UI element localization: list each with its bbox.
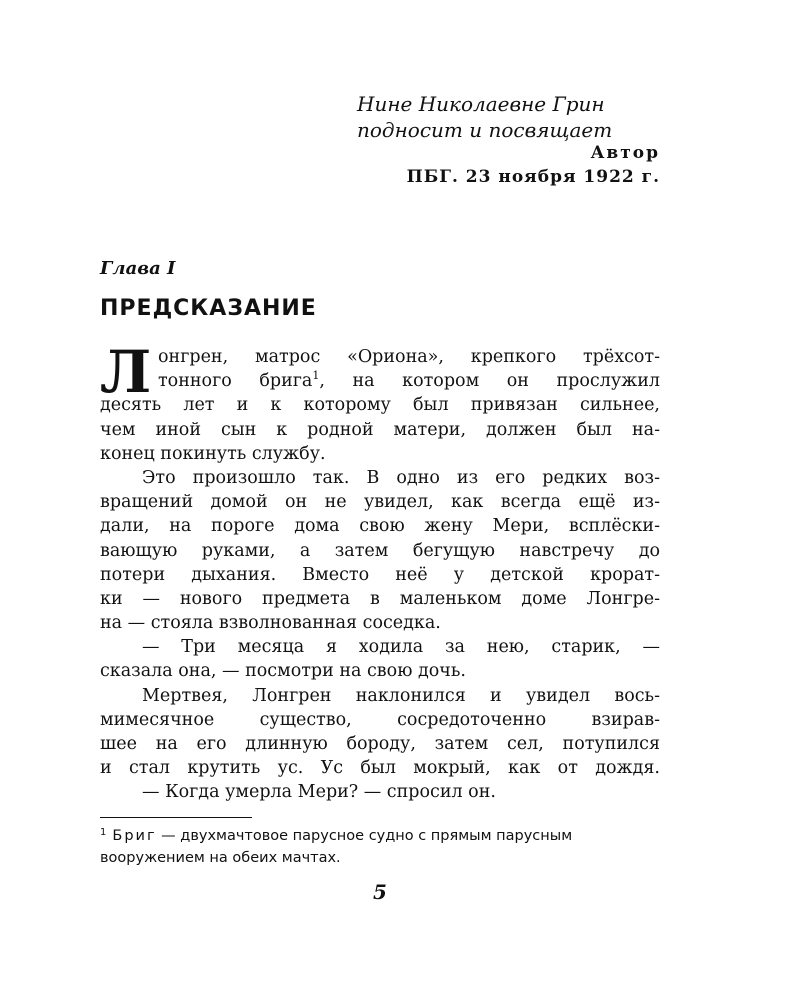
text-line: вращений домой он не увидел, как всегда ещё из-: [100, 492, 660, 513]
text-line: шее на его длинную бороду, затем сел, потупился: [100, 734, 660, 754]
footnote-ref[interactable]: 1: [312, 369, 320, 383]
body-text: [100, 338, 660, 805]
text-fragment: , на котором он прослужил: [319, 371, 660, 392]
text-line: потери дыхания. Вместо неё у детской крорат-: [100, 564, 660, 585]
drop-cap: Л: [100, 338, 152, 406]
footnote-divider: [100, 817, 252, 818]
dedication-date: ПБГ. 23 ноября 1922 г.: [406, 167, 660, 187]
text-line: — Когда умерла Мери? — спросил он.: [142, 782, 496, 803]
text-line: и стал крутить ус. Ус был мокрый, как от дождя.: [100, 758, 660, 779]
text-line: на — стояла взволнованная соседка.: [100, 613, 441, 634]
page-number: 5: [373, 880, 387, 904]
footnote: [100, 826, 665, 868]
dedication-line-2: подносит и посвящает: [357, 118, 613, 142]
text-line: онгрен, матрос «Ориона», крепкого трёхсот-: [158, 347, 660, 367]
footnote-number: 1: [100, 827, 107, 838]
text-fragment: тонного брига: [158, 371, 313, 392]
text-line: Мертвея, Лонгрен наклонился и увидел вось-: [142, 685, 660, 706]
text-line: конец покинуть службу.: [100, 443, 326, 464]
footnote-text: — двухмачтовое парусное судно с прямым парусным вооружением на обеих мачтах.: [100, 828, 573, 866]
text-line: Это произошло так. В одно из его редких воз-: [142, 467, 660, 488]
text-line: дали, на пороге дома свою жену Мери, всплёски-: [100, 516, 660, 537]
text-line: ки — нового предмета в маленьком доме Лонгре-: [100, 588, 660, 609]
text-line: десять лет и к которому был привязан сильнее,: [100, 395, 660, 416]
text-line: мимесячное существо, сосредоточенно взирав-: [100, 709, 660, 730]
text-line: — Три месяца я ходила за нею, старик, —: [142, 637, 660, 658]
text-line: вающую руками, а затем бегущую навстречу до: [100, 540, 660, 561]
chapter-title: ПРЕДСКАЗАНИЕ: [100, 296, 317, 321]
chapter-label: Глава I: [100, 258, 176, 279]
text-line: чем иной сын к родной матери, должен был на-: [100, 419, 660, 440]
footnote-term: Бриг: [112, 828, 157, 844]
dedication-author: Автор: [590, 143, 660, 163]
text-line: сказала она, — посмотри на свою дочь.: [100, 661, 466, 682]
text-line: [100, 369, 660, 393]
dedication-line-1: Нине Николаевне Грин: [357, 92, 605, 116]
